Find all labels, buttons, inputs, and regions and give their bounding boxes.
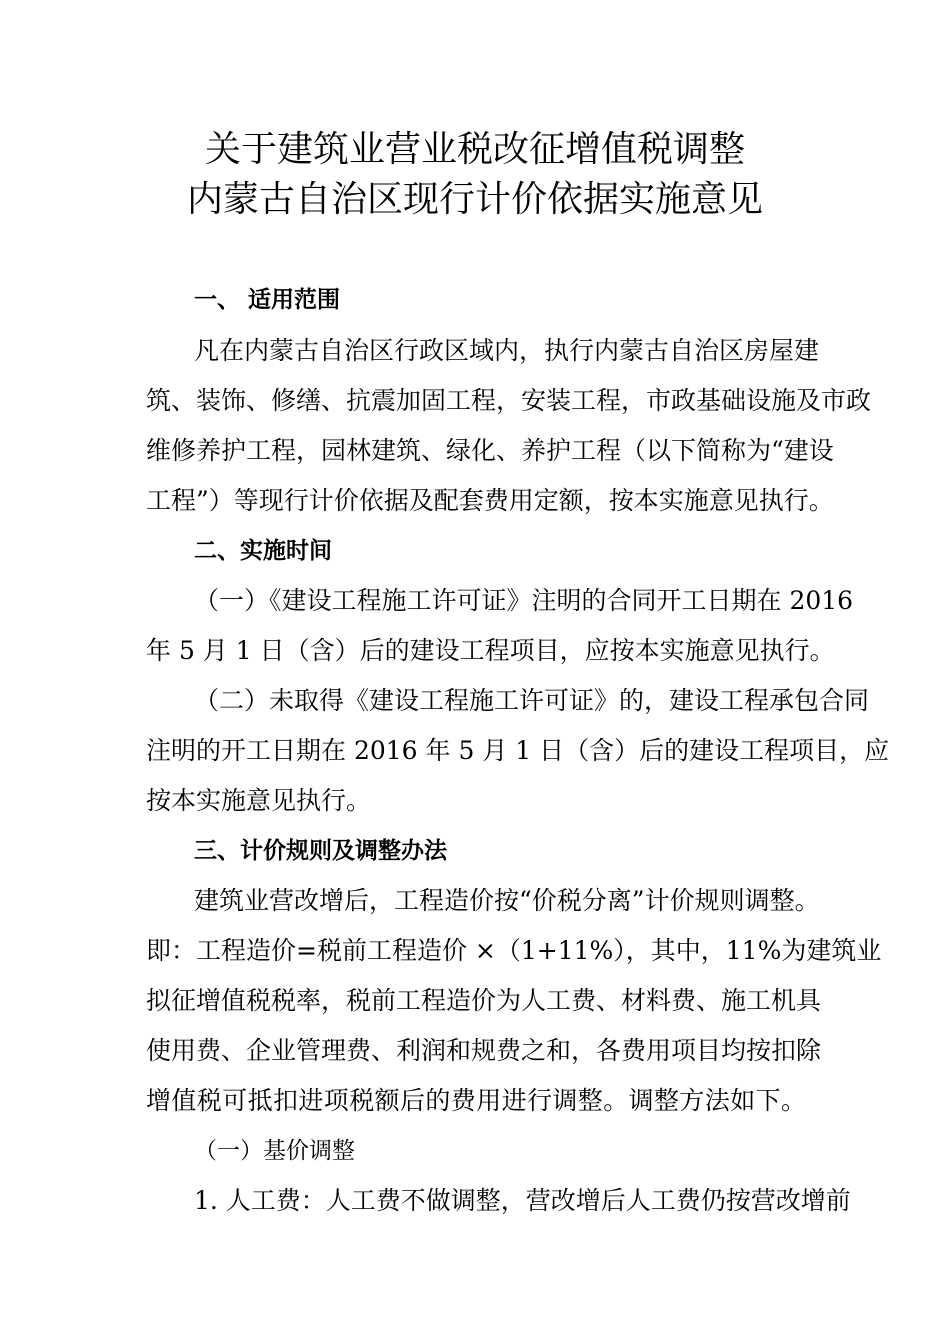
paragraph-line: （一）《建设工程施工许可证》注明的合同开工日期在 2016 — [194, 586, 854, 615]
paragraph-line: 维修养护工程，园林建筑、绿化、养护工程（以下简称为“建设 — [146, 436, 834, 465]
paragraph-line: 筑、装饰、修缮、抗震加固工程，安装工程，市政基础设施及市政 — [146, 386, 872, 415]
paragraph-line: （二）未取得《建设工程施工许可证》的，建设工程承包合同 — [194, 686, 870, 715]
section-heading-effective-date: 二、实施时间 — [194, 538, 332, 564]
section-heading-scope: 一、 适用范围 — [194, 287, 341, 313]
document-title-line-1: 关于建筑业营业税改征增值税调整 — [204, 129, 745, 170]
paragraph-line: 1. 人工费：人工费不做调整，营改增后人工费仍按营改增前 — [194, 1186, 851, 1215]
paragraph-line: 建筑业营改增后，工程造价按“价税分离”计价规则调整。 — [194, 886, 820, 915]
paragraph-line: 工程”）等现行计价依据及配套费用定额，按本实施意见执行。 — [146, 486, 834, 515]
paragraph-line: 按本实施意见执行。 — [146, 786, 372, 815]
document-title-line-2: 内蒙古自治区现行计价依据实施意见 — [186, 179, 763, 220]
section-heading-pricing-rules: 三、计价规则及调整办法 — [194, 838, 447, 864]
paragraph-line: 增值税可抵扣进项税额后的费用进行调整。调整方法如下。 — [146, 1086, 806, 1115]
paragraph-line: 年 5 月 1 日（含）后的建设工程项目，应按本实施意见执行。 — [146, 636, 835, 665]
paragraph-line: 凡在内蒙古自治区行政区域内，执行内蒙古自治区房屋建 — [194, 336, 820, 365]
paragraph-line: 即：工程造价=税前工程造价 ×（1+11%），其中，11%为建筑业 — [146, 936, 882, 965]
paragraph-line: 使用费、企业管理费、利润和规费之和，各费用项目均按扣除 — [146, 1036, 822, 1065]
paragraph-line: 拟征增值税税率，税前工程造价为人工费、材料费、施工机具 — [146, 986, 822, 1015]
paragraph-line: 注明的开工日期在 2016 年 5 月 1 日（含）后的建设工程项目，应 — [146, 736, 890, 765]
subsection-heading-base-price: （一）基价调整 — [194, 1138, 355, 1164]
